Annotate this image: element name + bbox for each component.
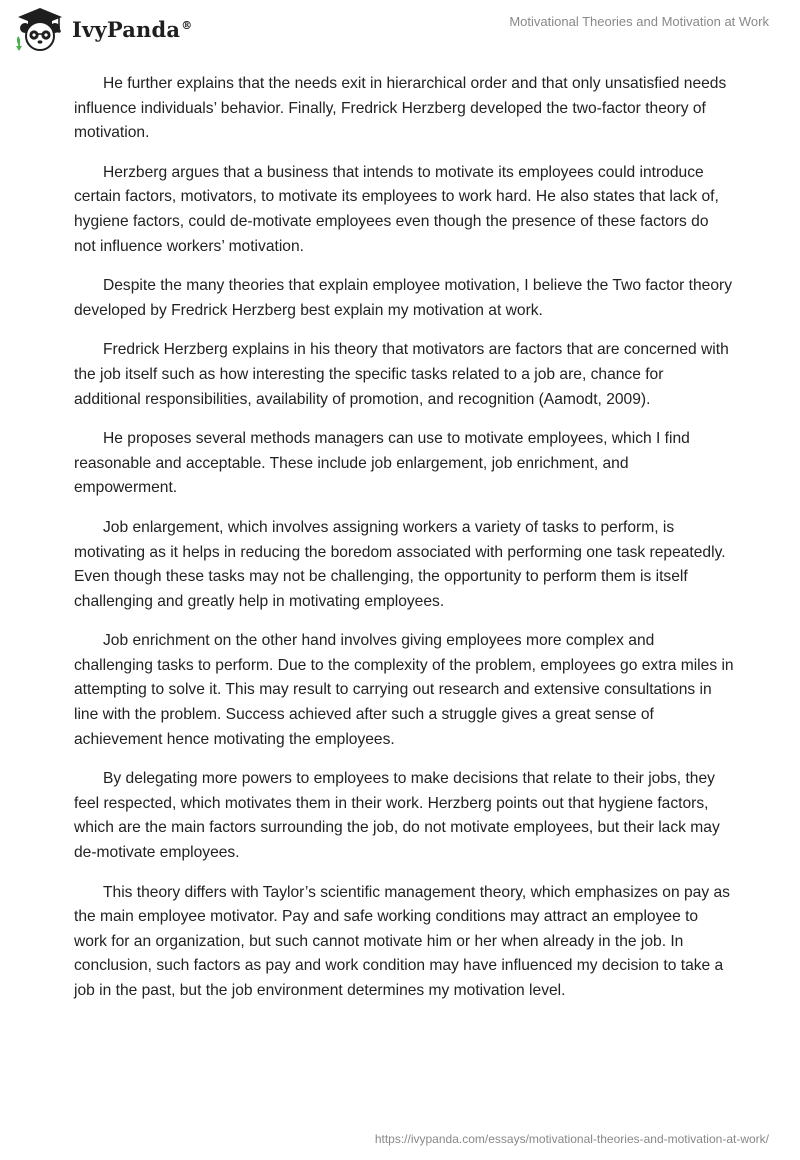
paragraph: He further explains that the needs exit in hierarchical order and that only unsatisfied needs influence individuals’ behavior. Finally, Fredrick Herzberg developed the two-factor theory of motivation. xyxy=(74,75,727,142)
paragraph: Herzberg argues that a business that intends to motivate its employees could introduce certain factors, motivators, to motivate its employees to work hard. He also states that lack of, hygiene factors, could de-motivate employees even though the presence of these factors do not influence workers’ motivation. xyxy=(74,163,719,255)
panda-graduate-icon xyxy=(14,6,66,52)
source-url[interactable]: https://ivypanda.com/essays/motivational-theories-and-motivation-at-work/ xyxy=(374,1132,769,1146)
page-header xyxy=(0,0,800,64)
document-title: Motivational Theories and Motivation at Work xyxy=(509,14,769,29)
paragraph: This theory differs with Taylor’s scientific management theory, which emphasizes on pay as the main employee motivator. Pay and safe working conditions may attract an employee to work for an organization, but such cannot motivate him or her when already in the job. In conclusion, such factors as pay and work condition may have influenced my decision to take a job in the past, but the job environment determines my motivation level. xyxy=(74,883,730,999)
trademark-symbol: ® xyxy=(181,18,193,32)
brand-name: IvyPanda® xyxy=(72,16,193,42)
paragraph: By delegating more powers to employees to make decisions that relate to their jobs, they feel respected, which motivates them in their work. Herzberg points out that hygiene factors, which are the main factors surrounding the job, do not motivate employees, but their lack may de-motivate employees. xyxy=(74,770,720,862)
paragraph: Fredrick Herzberg explains in his theory that motivators are factors that are concerned with the job itself such as how interesting the specific tasks related to a job are, chance for additional responsibilities, availability of promotion, and recognition (Aamodt, 2009). xyxy=(74,341,729,408)
paragraph: Despite the many theories that explain employee motivation, I believe the Two factor theory developed by Fredrick Herzberg best explain my motivation at work. xyxy=(74,277,733,319)
paragraph: Job enrichment on the other hand involves giving employees more complex and challenging tasks to perform. Due to the complexity of the problem, employees go extra miles in attempting to solve it. This may result to carrying out research and extensive consultations in line with the problem. Success achieved after such a struggle gives a great sense of achievement hence motivating the employees. xyxy=(74,632,734,748)
paragraph: Job enlargement, which involves assigning workers a variety of tasks to perform, is motivating as it helps in reducing the boredom associated with performing one task repeatedly. Even though these tasks may not be challenging, the opportunity to perform them is itself challenging and greatly help in motivating employees. xyxy=(74,518,726,610)
essay-body xyxy=(74,72,734,1019)
ivypanda-logo[interactable] xyxy=(14,6,192,52)
paragraph: He proposes several methods managers can use to motivate employees, which I find reasonable and acceptable. These include job enlargement, job enrichment, and empowerment. xyxy=(74,430,690,497)
